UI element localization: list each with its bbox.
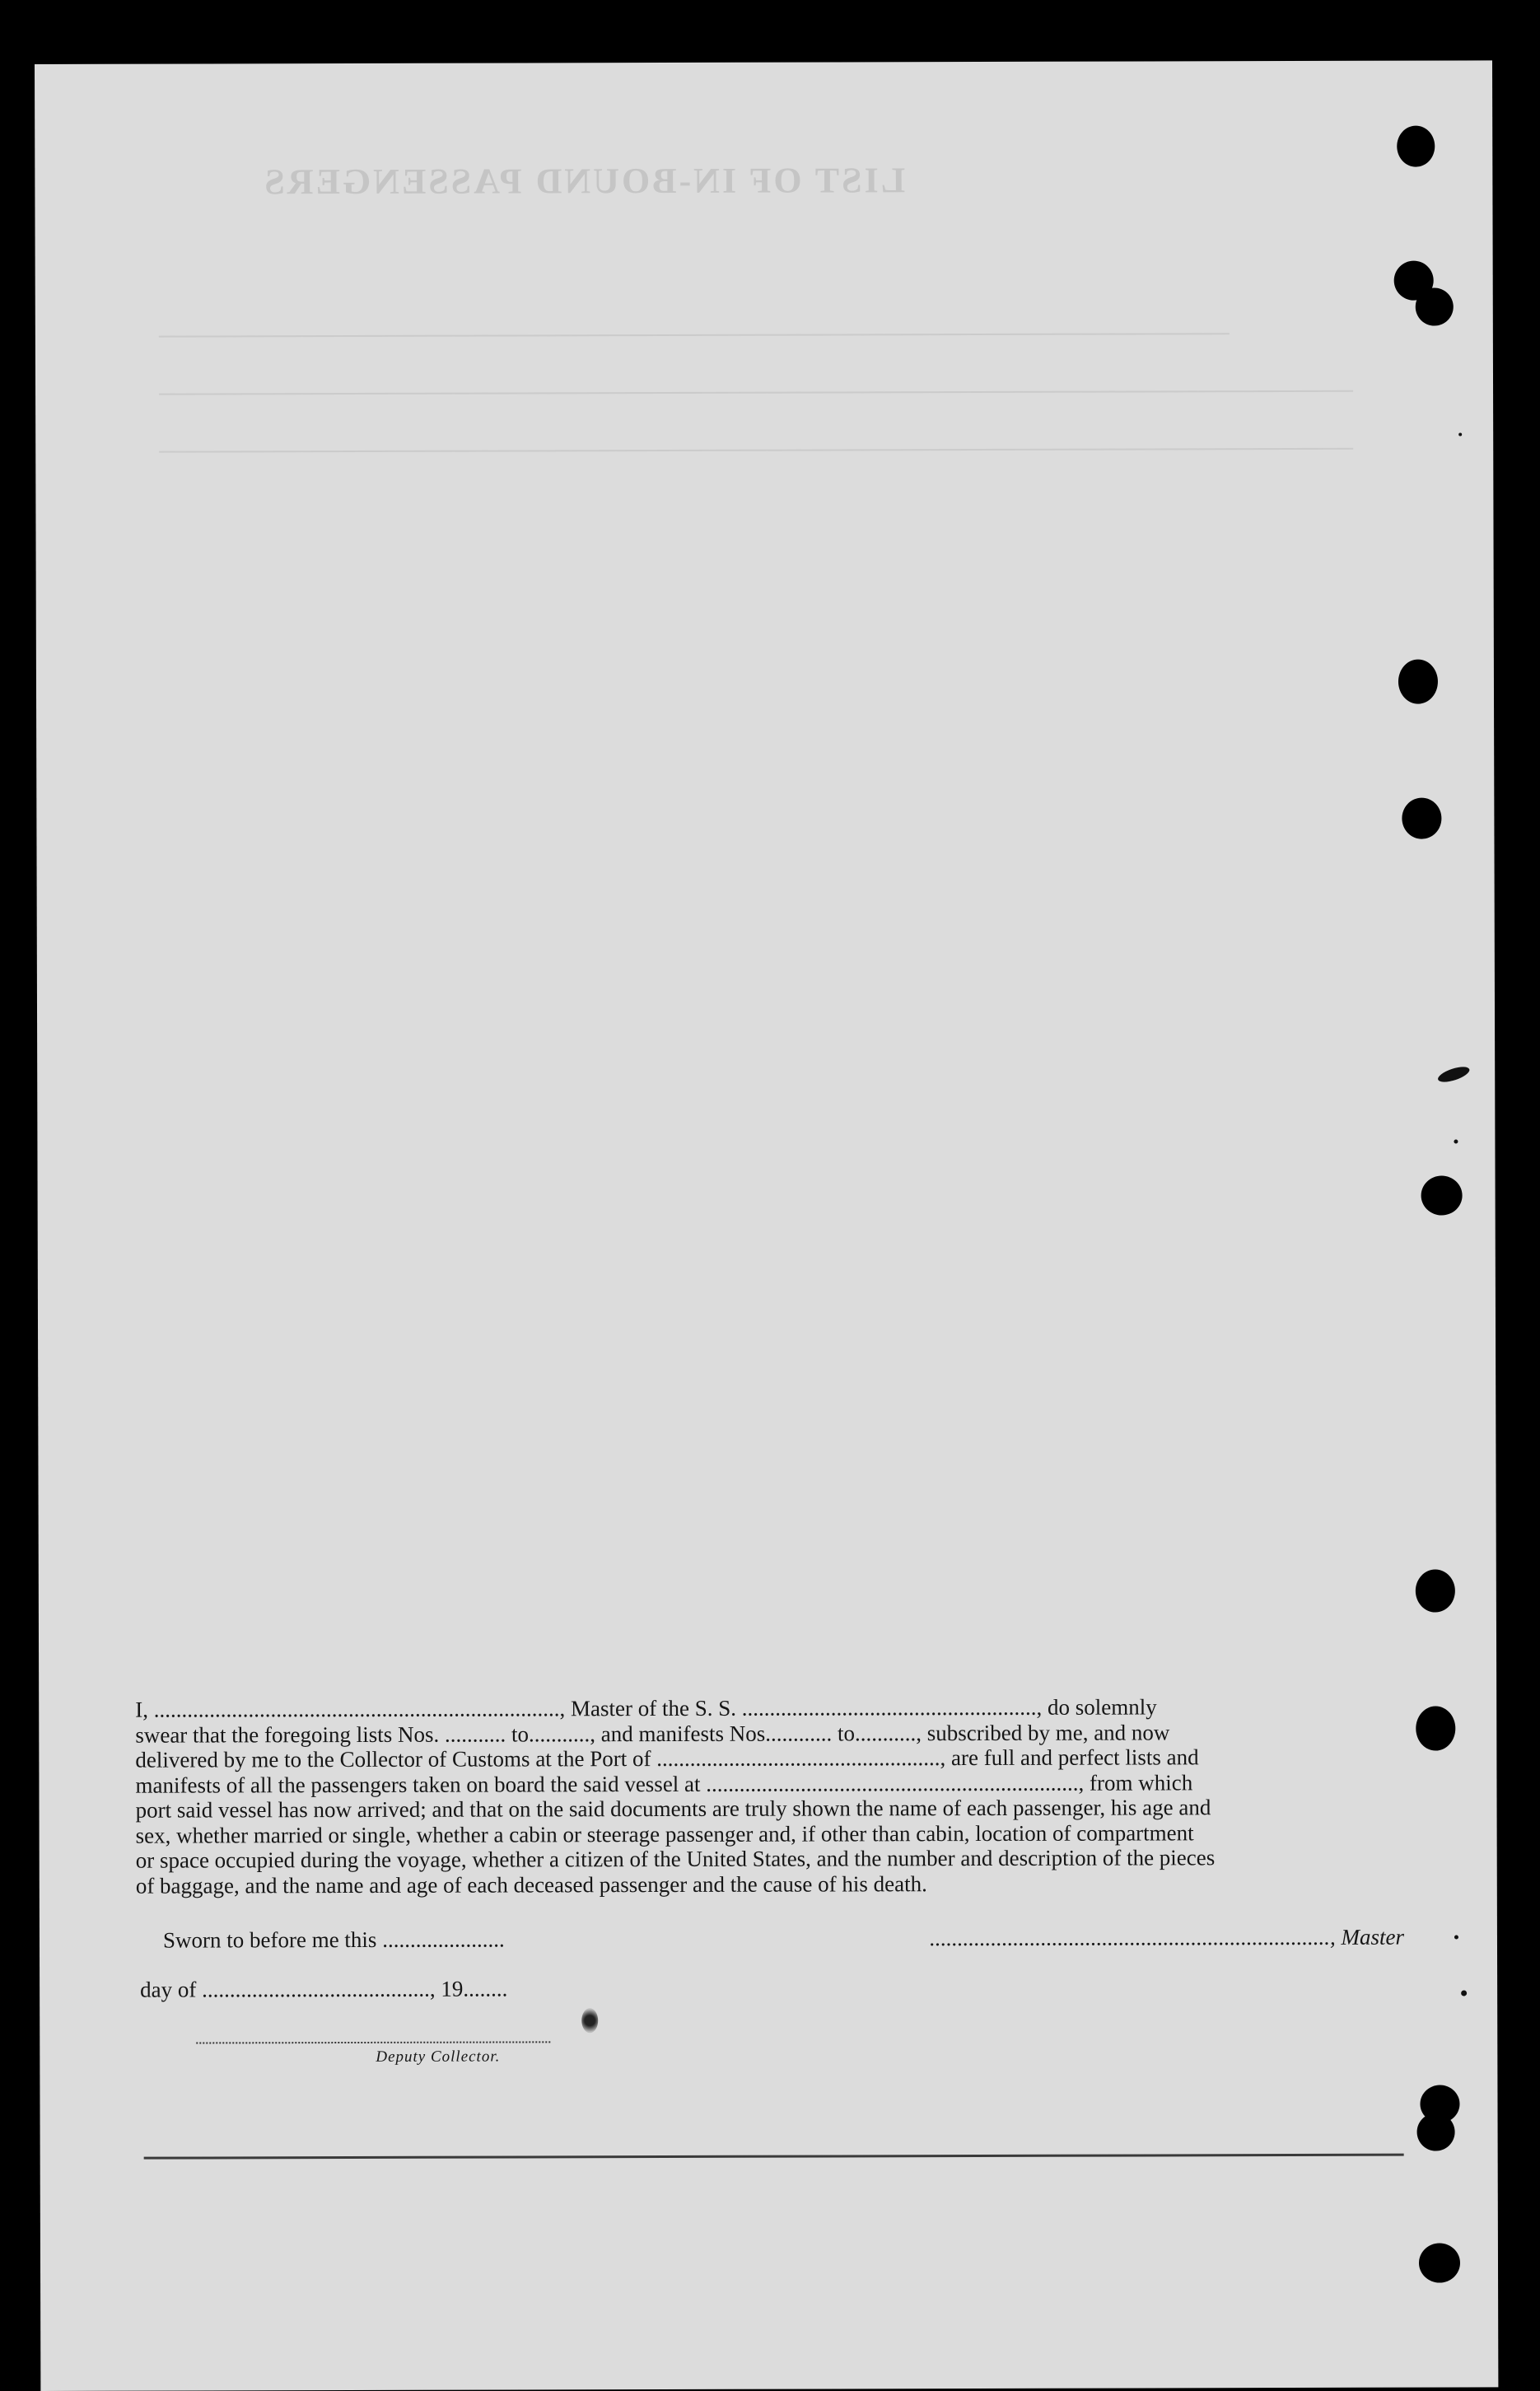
- punch-hole: [1416, 1706, 1455, 1750]
- sworn-line: Sworn to before me this ......................: [162, 1926, 505, 1953]
- oath-line: of baggage, and the name and age of each deceased passenger and the cause of his death.: [135, 1870, 927, 1898]
- bleed-through-rule: [159, 448, 1353, 453]
- oath-line: port said vessel has now arrived; and that on the said documents are truly shown the name of each passenger, his age and: [135, 1795, 1211, 1823]
- deputy-collector-label: Deputy Collector.: [376, 2048, 501, 2066]
- oath-text: [135, 1694, 1402, 1898]
- punch-hole: [1416, 1569, 1455, 1612]
- torn-edge-mark: [1436, 1064, 1471, 1086]
- oath-line: manifests of all the passengers taken on board the said vessel at ..................................................................., from which: [135, 1769, 1193, 1798]
- oath-line: delivered by me to the Collector of Customs at the Port of ..................................................., are full and perfect lists and: [135, 1744, 1199, 1772]
- punch-hole: [1417, 2113, 1455, 2150]
- punch-hole: [1402, 798, 1441, 839]
- paper-speck: [1461, 1990, 1467, 1996]
- punch-hole: [1421, 1175, 1463, 1215]
- deputy-signature-line: [196, 2041, 550, 2043]
- oath-line: sex, whether married or single, whether a cabin or steerage passenger and, if other than cabin, location of compartment: [135, 1819, 1194, 1848]
- oath-line: or space occupied during the voyage, whether a citizen of the United States, and the number and description of the pieces: [135, 1845, 1216, 1873]
- oath-line: I, ........................................................................., Master of the S. S. ....................................................., do solemnly: [135, 1694, 1157, 1722]
- master-signature-line: ........................................................................, Master: [929, 1924, 1404, 1951]
- bleed-through-rule: [159, 390, 1353, 395]
- paper-speck: [1454, 1935, 1458, 1939]
- bleed-through-heading: LIST OF IN-BOUND PASSENGERS: [262, 160, 906, 203]
- oath-line: swear that the foregoing lists Nos. ........... to..........., and manifests Nos............ to..........., subscribed by me, and now: [135, 1719, 1170, 1748]
- punch-hole: [1419, 2243, 1460, 2282]
- ink-smudge: [581, 2008, 598, 2033]
- punch-hole: [1397, 126, 1435, 167]
- day-of-line: day of ........................................., 19........: [140, 1976, 508, 2002]
- paper-speck: [1458, 432, 1462, 436]
- punch-hole: [1398, 660, 1438, 704]
- bleed-through-rule: [159, 333, 1230, 337]
- bottom-rule: [144, 2154, 1404, 2160]
- paper-speck: [1454, 1139, 1458, 1143]
- punch-hole: [1416, 287, 1454, 325]
- manifest-page: [35, 60, 1498, 2391]
